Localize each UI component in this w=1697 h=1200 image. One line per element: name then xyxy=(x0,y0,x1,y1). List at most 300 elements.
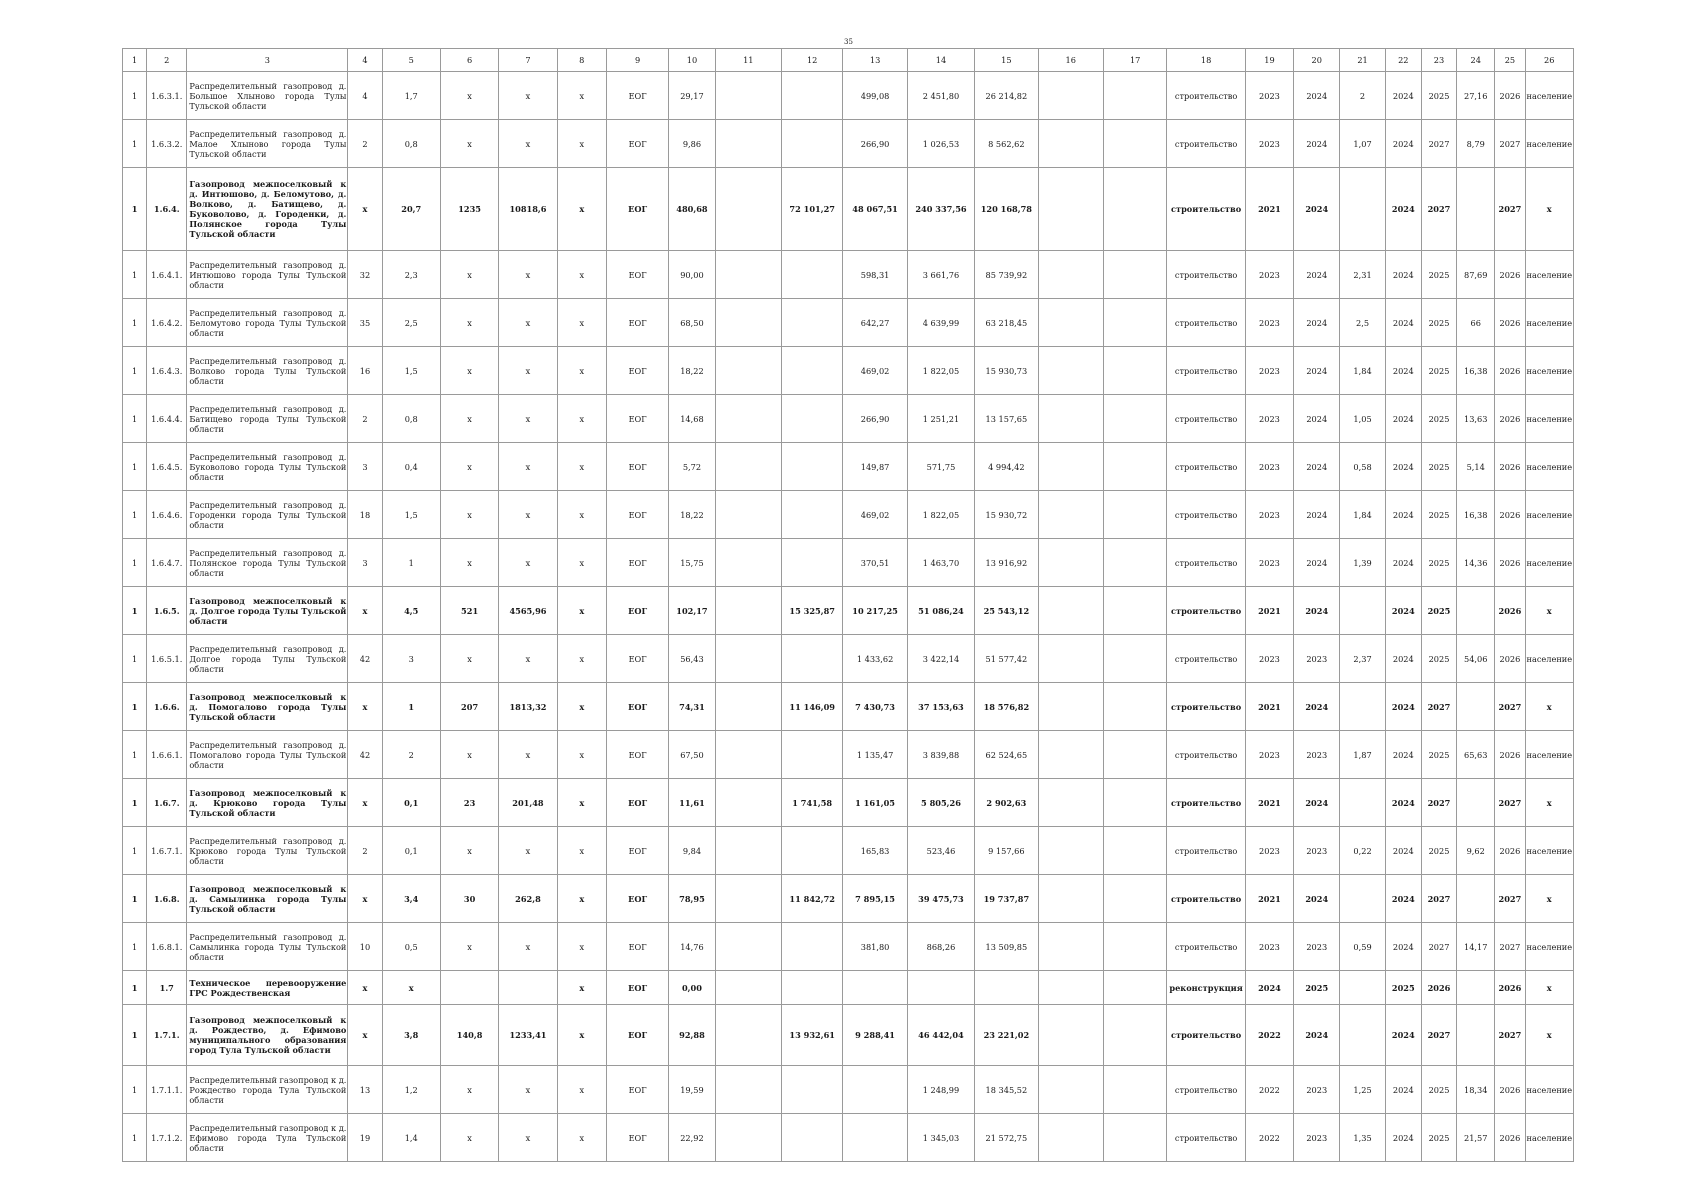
table-row-sub xyxy=(123,72,1574,120)
table-cell-col-26: население xyxy=(1525,539,1574,587)
table-cell-col-8: х xyxy=(557,443,606,491)
table-cell-col-6: х xyxy=(440,443,498,491)
table-cell-col-26: население xyxy=(1525,395,1574,443)
table-cell-col-18: реконструкция xyxy=(1167,971,1245,1005)
table-cell-col-23: 2025 xyxy=(1421,539,1456,587)
table-cell-col-4: х xyxy=(348,587,382,635)
table-cell-col-2: 1.6.3.1. xyxy=(147,72,187,120)
table-cell-col-16 xyxy=(1038,299,1103,347)
table-cell-col-22: 2024 xyxy=(1385,491,1421,539)
table-cell-col-1: 1 xyxy=(123,443,147,491)
table-cell-col-22: 2024 xyxy=(1385,251,1421,299)
table-cell-col-23: 2027 xyxy=(1421,779,1456,827)
table-cell-col-5: 2,3 xyxy=(382,251,440,299)
table-cell-col-21 xyxy=(1340,1005,1385,1066)
table-cell-col-2: 1.6.4.5. xyxy=(147,443,187,491)
table-cell-col-7: 4565,96 xyxy=(499,587,557,635)
table-cell-col-26: население xyxy=(1525,1114,1574,1162)
table-cell-col-26: население xyxy=(1525,120,1574,168)
table-cell-col-11 xyxy=(715,347,781,395)
table-cell-col-2: 1.6.8. xyxy=(147,875,187,923)
table-cell-col-21: 1,07 xyxy=(1340,120,1385,168)
table-cell-col-15: 26 214,82 xyxy=(975,72,1038,120)
table-cell-col-14: 3 661,76 xyxy=(907,251,974,299)
table-cell-col-24: 14,36 xyxy=(1457,539,1495,587)
table-cell-col-14: 523,46 xyxy=(907,827,974,875)
table-cell-col-22: 2024 xyxy=(1385,1066,1421,1114)
table-cell-col-7: х xyxy=(499,539,557,587)
table-cell-col-26: население xyxy=(1525,923,1574,971)
table-cell-col-1: 1 xyxy=(123,395,147,443)
table-cell-col-2: 1.6.7. xyxy=(147,779,187,827)
table-cell-col-5: 1 xyxy=(382,539,440,587)
table-cell-col-4: 18 xyxy=(348,491,382,539)
table-cell-col-17 xyxy=(1103,779,1166,827)
table-cell-col-24: 13,63 xyxy=(1457,395,1495,443)
table-cell-col-9: ЕОГ xyxy=(606,827,668,875)
table-cell-col-11 xyxy=(715,168,781,251)
table-cell-col-11 xyxy=(715,72,781,120)
table-cell-col-22: 2024 xyxy=(1385,587,1421,635)
table-cell-col-17 xyxy=(1103,443,1166,491)
table-cell-col-22: 2024 xyxy=(1385,299,1421,347)
table-cell-col-20: 2024 xyxy=(1294,347,1340,395)
table-cell-col-19: 2022 xyxy=(1245,1066,1293,1114)
table-cell-col-21: 1,25 xyxy=(1340,1066,1385,1114)
table-cell-col-6: 521 xyxy=(440,587,498,635)
column-header-21: 21 xyxy=(1340,49,1385,72)
table-cell-col-24 xyxy=(1457,875,1495,923)
column-header-7: 7 xyxy=(499,49,557,72)
table-cell-col-6: х xyxy=(440,731,498,779)
table-cell-col-3: Газопровод межпоселковый к д. Интюшово, д. Беломутово, д. Волково, д. Батищево, д. Буковолово, д. Городенки, д. Полянское города Тулы Тульской области xyxy=(187,168,348,251)
table-cell-col-17 xyxy=(1103,539,1166,587)
table-cell-col-19: 2023 xyxy=(1245,395,1293,443)
table-cell-col-6: 23 xyxy=(440,779,498,827)
table-cell-col-5: 0,5 xyxy=(382,923,440,971)
table-cell-col-15: 15 930,72 xyxy=(975,491,1038,539)
table-cell-col-14: 240 337,56 xyxy=(907,168,974,251)
table-cell-col-19: 2023 xyxy=(1245,299,1293,347)
table-cell-col-25: 2026 xyxy=(1495,1066,1525,1114)
table-cell-col-21: 1,84 xyxy=(1340,491,1385,539)
table-cell-col-9: ЕОГ xyxy=(606,1005,668,1066)
table-cell-col-2: 1.6.4.6. xyxy=(147,491,187,539)
table-cell-col-22: 2024 xyxy=(1385,539,1421,587)
table-cell-col-21: 2,31 xyxy=(1340,251,1385,299)
table-cell-col-26: население xyxy=(1525,491,1574,539)
table-cell-col-26: население xyxy=(1525,72,1574,120)
table-cell-col-6: х xyxy=(440,1114,498,1162)
table-cell-col-23: 2027 xyxy=(1421,168,1456,251)
table-cell-col-16 xyxy=(1038,1005,1103,1066)
header-row xyxy=(123,49,1574,72)
table-cell-col-5: 1 xyxy=(382,683,440,731)
table-row-sub xyxy=(123,635,1574,683)
table-cell-col-13: 469,02 xyxy=(843,491,907,539)
table-cell-col-24: 16,38 xyxy=(1457,347,1495,395)
table-cell-col-19: 2021 xyxy=(1245,168,1293,251)
table-cell-col-8: х xyxy=(557,1005,606,1066)
table-cell-col-11 xyxy=(715,923,781,971)
table-cell-col-1: 1 xyxy=(123,539,147,587)
table-cell-col-15: 62 524,65 xyxy=(975,731,1038,779)
table-cell-col-16 xyxy=(1038,251,1103,299)
table-cell-col-24 xyxy=(1457,168,1495,251)
table-cell-col-23: 2027 xyxy=(1421,683,1456,731)
table-cell-col-22: 2024 xyxy=(1385,827,1421,875)
table-cell-col-3: Техническое перевооружение ГРС Рождественская xyxy=(187,971,348,1005)
table-cell-col-20: 2024 xyxy=(1294,120,1340,168)
table-row-main xyxy=(123,168,1574,251)
table-cell-col-20: 2024 xyxy=(1294,587,1340,635)
table-cell-col-25: 2026 xyxy=(1495,491,1525,539)
table-cell-col-24: 16,38 xyxy=(1457,491,1495,539)
table-cell-col-3: Распределительный газопровод д. Буковолово города Тулы Тульской области xyxy=(187,443,348,491)
table-cell-col-1: 1 xyxy=(123,1005,147,1066)
table-cell-col-21: 1,84 xyxy=(1340,347,1385,395)
table-cell-col-18: строительство xyxy=(1167,923,1245,971)
table-cell-col-21: 0,58 xyxy=(1340,443,1385,491)
table-cell-col-25: 2026 xyxy=(1495,635,1525,683)
table-cell-col-25: 2027 xyxy=(1495,683,1525,731)
table-cell-col-25: 2026 xyxy=(1495,731,1525,779)
table-cell-col-21: 1,87 xyxy=(1340,731,1385,779)
table-cell-col-3: Газопровод межпоселковый к д. Крюково города Тулы Тульской области xyxy=(187,779,348,827)
table-cell-col-4: х xyxy=(348,779,382,827)
gas-pipeline-table xyxy=(122,48,1574,1162)
table-cell-col-14: 39 475,73 xyxy=(907,875,974,923)
table-cell-col-13 xyxy=(843,971,907,1005)
table-cell-col-24: 66 xyxy=(1457,299,1495,347)
table-cell-col-3: Распределительный газопровод д. Волково города Тулы Тульской области xyxy=(187,347,348,395)
table-cell-col-26: х xyxy=(1525,168,1574,251)
table-cell-col-24 xyxy=(1457,1005,1495,1066)
table-cell-col-16 xyxy=(1038,635,1103,683)
table-cell-col-8: х xyxy=(557,491,606,539)
column-header-1: 1 xyxy=(123,49,147,72)
table-cell-col-5: 0,1 xyxy=(382,779,440,827)
table-cell-col-10: 56,43 xyxy=(669,635,715,683)
table-cell-col-14: 1 463,70 xyxy=(907,539,974,587)
table-cell-col-10: 9,86 xyxy=(669,120,715,168)
table-cell-col-26: население xyxy=(1525,251,1574,299)
table-row-sub xyxy=(123,120,1574,168)
table-cell-col-7: 1233,41 xyxy=(499,1005,557,1066)
table-cell-col-9: ЕОГ xyxy=(606,971,668,1005)
table-cell-col-14: 2 451,80 xyxy=(907,72,974,120)
table-row-sub xyxy=(123,443,1574,491)
table-cell-col-11 xyxy=(715,587,781,635)
table-cell-col-25: 2027 xyxy=(1495,875,1525,923)
table-cell-col-20: 2025 xyxy=(1294,971,1340,1005)
table-cell-col-2: 1.6.4.4. xyxy=(147,395,187,443)
table-cell-col-22: 2024 xyxy=(1385,875,1421,923)
table-cell-col-16 xyxy=(1038,120,1103,168)
table-cell-col-21 xyxy=(1340,875,1385,923)
table-cell-col-24: 87,69 xyxy=(1457,251,1495,299)
table-cell-col-15: 85 739,92 xyxy=(975,251,1038,299)
table-cell-col-12 xyxy=(782,120,843,168)
table-cell-col-4: 42 xyxy=(348,731,382,779)
column-header-24: 24 xyxy=(1457,49,1495,72)
column-header-2: 2 xyxy=(147,49,187,72)
table-cell-col-4: 2 xyxy=(348,395,382,443)
table-cell-col-7: 201,48 xyxy=(499,779,557,827)
table-cell-col-18: строительство xyxy=(1167,120,1245,168)
table-cell-col-5: 1,5 xyxy=(382,347,440,395)
table-cell-col-24 xyxy=(1457,971,1495,1005)
column-header-10: 10 xyxy=(669,49,715,72)
table-cell-col-18: строительство xyxy=(1167,1005,1245,1066)
table-cell-col-5: 2,5 xyxy=(382,299,440,347)
table-cell-col-4: х xyxy=(348,971,382,1005)
table-cell-col-18: строительство xyxy=(1167,491,1245,539)
table-cell-col-11 xyxy=(715,635,781,683)
table-cell-col-16 xyxy=(1038,539,1103,587)
table-cell-col-1: 1 xyxy=(123,779,147,827)
table-cell-col-21 xyxy=(1340,779,1385,827)
table-cell-col-23: 2027 xyxy=(1421,875,1456,923)
table-cell-col-8: х xyxy=(557,731,606,779)
table-cell-col-25: 2027 xyxy=(1495,1005,1525,1066)
table-cell-col-15: 13 157,65 xyxy=(975,395,1038,443)
table-cell-col-3: Распределительный газопровод д. Долгое города Тулы Тульской области xyxy=(187,635,348,683)
table-cell-col-14: 37 153,63 xyxy=(907,683,974,731)
table-cell-col-1: 1 xyxy=(123,683,147,731)
table-cell-col-6: х xyxy=(440,72,498,120)
table-cell-col-24: 9,62 xyxy=(1457,827,1495,875)
table-cell-col-22: 2024 xyxy=(1385,395,1421,443)
table-cell-col-9: ЕОГ xyxy=(606,299,668,347)
table-cell-col-3: Распределительный газопровод д. Крюково города Тулы Тульской области xyxy=(187,827,348,875)
table-cell-col-6 xyxy=(440,971,498,1005)
table-cell-col-22: 2024 xyxy=(1385,120,1421,168)
table-cell-col-19: 2023 xyxy=(1245,731,1293,779)
table-cell-col-12 xyxy=(782,72,843,120)
table-cell-col-9: ЕОГ xyxy=(606,587,668,635)
table-cell-col-24: 65,63 xyxy=(1457,731,1495,779)
table-row-main xyxy=(123,683,1574,731)
table-cell-col-10: 102,17 xyxy=(669,587,715,635)
column-header-8: 8 xyxy=(557,49,606,72)
table-cell-col-1: 1 xyxy=(123,168,147,251)
table-cell-col-18: строительство xyxy=(1167,1114,1245,1162)
table-cell-col-12 xyxy=(782,1114,843,1162)
table-cell-col-17 xyxy=(1103,491,1166,539)
table-cell-col-21 xyxy=(1340,971,1385,1005)
table-cell-col-16 xyxy=(1038,827,1103,875)
table-cell-col-11 xyxy=(715,1114,781,1162)
table-cell-col-25: 2026 xyxy=(1495,251,1525,299)
table-cell-col-20: 2024 xyxy=(1294,168,1340,251)
table-cell-col-16 xyxy=(1038,971,1103,1005)
table-cell-col-22: 2024 xyxy=(1385,779,1421,827)
table-cell-col-4: 2 xyxy=(348,120,382,168)
table-cell-col-8: х xyxy=(557,299,606,347)
table-cell-col-24: 54,06 xyxy=(1457,635,1495,683)
table-cell-col-13: 266,90 xyxy=(843,120,907,168)
table-cell-col-1: 1 xyxy=(123,971,147,1005)
table-cell-col-2: 1.6.8.1. xyxy=(147,923,187,971)
table-cell-col-10: 90,00 xyxy=(669,251,715,299)
table-cell-col-17 xyxy=(1103,120,1166,168)
table-cell-col-2: 1.7.1.2. xyxy=(147,1114,187,1162)
table-cell-col-11 xyxy=(715,683,781,731)
table-cell-col-2: 1.6.5.1. xyxy=(147,635,187,683)
table-cell-col-17 xyxy=(1103,971,1166,1005)
table-cell-col-15: 19 737,87 xyxy=(975,875,1038,923)
table-row-sub xyxy=(123,491,1574,539)
table-cell-col-14: 3 422,14 xyxy=(907,635,974,683)
table-cell-col-10: 14,68 xyxy=(669,395,715,443)
table-cell-col-25: 2026 xyxy=(1495,347,1525,395)
table-cell-col-14: 1 026,53 xyxy=(907,120,974,168)
table-cell-col-9: ЕОГ xyxy=(606,779,668,827)
table-cell-col-6: х xyxy=(440,635,498,683)
table-cell-col-7: 10818,6 xyxy=(499,168,557,251)
table-cell-col-24: 27,16 xyxy=(1457,72,1495,120)
table-cell-col-10: 78,95 xyxy=(669,875,715,923)
column-header-5: 5 xyxy=(382,49,440,72)
table-cell-col-10: 15,75 xyxy=(669,539,715,587)
table-cell-col-20: 2024 xyxy=(1294,683,1340,731)
table-cell-col-21 xyxy=(1340,168,1385,251)
table-cell-col-18: строительство xyxy=(1167,635,1245,683)
table-cell-col-10: 22,92 xyxy=(669,1114,715,1162)
table-cell-col-4: 10 xyxy=(348,923,382,971)
table-cell-col-19: 2024 xyxy=(1245,971,1293,1005)
table-cell-col-5: 0,8 xyxy=(382,395,440,443)
table-cell-col-2: 1.6.5. xyxy=(147,587,187,635)
table-cell-col-23: 2025 xyxy=(1421,491,1456,539)
table-cell-col-13: 48 067,51 xyxy=(843,168,907,251)
table-cell-col-17 xyxy=(1103,587,1166,635)
table-cell-col-10: 14,76 xyxy=(669,923,715,971)
table-cell-col-13: 1 135,47 xyxy=(843,731,907,779)
table-row-sub xyxy=(123,539,1574,587)
table-cell-col-24: 14,17 xyxy=(1457,923,1495,971)
table-cell-col-17 xyxy=(1103,827,1166,875)
table-cell-col-9: ЕОГ xyxy=(606,683,668,731)
table-row-sub xyxy=(123,827,1574,875)
table-cell-col-17 xyxy=(1103,731,1166,779)
table-cell-col-17 xyxy=(1103,347,1166,395)
table-cell-col-21: 1,39 xyxy=(1340,539,1385,587)
table-cell-col-8: х xyxy=(557,539,606,587)
table-cell-col-4: 35 xyxy=(348,299,382,347)
table-cell-col-18: строительство xyxy=(1167,539,1245,587)
table-cell-col-16 xyxy=(1038,923,1103,971)
table-cell-col-25: 2027 xyxy=(1495,168,1525,251)
table-cell-col-26: х xyxy=(1525,587,1574,635)
table-cell-col-15: 25 543,12 xyxy=(975,587,1038,635)
table-cell-col-8: х xyxy=(557,635,606,683)
table-cell-col-7: х xyxy=(499,72,557,120)
table-cell-col-17 xyxy=(1103,875,1166,923)
table-cell-col-11 xyxy=(715,395,781,443)
table-cell-col-21: 2,37 xyxy=(1340,635,1385,683)
table-cell-col-17 xyxy=(1103,72,1166,120)
table-cell-col-9: ЕОГ xyxy=(606,491,668,539)
table-cell-col-7: х xyxy=(499,395,557,443)
table-cell-col-15: 15 930,73 xyxy=(975,347,1038,395)
column-header-4: 4 xyxy=(348,49,382,72)
table-cell-col-2: 1.6.6. xyxy=(147,683,187,731)
table-cell-col-19: 2021 xyxy=(1245,587,1293,635)
table-cell-col-18: строительство xyxy=(1167,395,1245,443)
table-cell-col-13: 469,02 xyxy=(843,347,907,395)
table-cell-col-19: 2023 xyxy=(1245,539,1293,587)
table-cell-col-11 xyxy=(715,779,781,827)
table-cell-col-4: 19 xyxy=(348,1114,382,1162)
table-cell-col-22: 2024 xyxy=(1385,443,1421,491)
table-cell-col-5: 4,5 xyxy=(382,587,440,635)
table-cell-col-16 xyxy=(1038,72,1103,120)
table-cell-col-12 xyxy=(782,1066,843,1114)
table-cell-col-5: 0,4 xyxy=(382,443,440,491)
table-cell-col-4: 3 xyxy=(348,443,382,491)
table-cell-col-23: 2025 xyxy=(1421,395,1456,443)
table-cell-col-18: строительство xyxy=(1167,827,1245,875)
table-cell-col-6: 1235 xyxy=(440,168,498,251)
table-cell-col-9: ЕОГ xyxy=(606,347,668,395)
table-cell-col-7: х xyxy=(499,347,557,395)
table-cell-col-9: ЕОГ xyxy=(606,923,668,971)
table-cell-col-25: 2026 xyxy=(1495,587,1525,635)
table-cell-col-21: 1,35 xyxy=(1340,1114,1385,1162)
table-cell-col-26: население xyxy=(1525,347,1574,395)
table-cell-col-16 xyxy=(1038,347,1103,395)
table-cell-col-9: ЕОГ xyxy=(606,120,668,168)
table-cell-col-19: 2021 xyxy=(1245,683,1293,731)
table-cell-col-9: ЕОГ xyxy=(606,251,668,299)
table-cell-col-15: 21 572,75 xyxy=(975,1114,1038,1162)
table-cell-col-26: х xyxy=(1525,1005,1574,1066)
table-cell-col-16 xyxy=(1038,683,1103,731)
table-cell-col-19: 2023 xyxy=(1245,120,1293,168)
table-cell-col-3: Газопровод межпоселковый к д. Рождество, д. Ефимово муниципального образования город Тула Тульской области xyxy=(187,1005,348,1066)
table-row-sub xyxy=(123,251,1574,299)
table-cell-col-4: 2 xyxy=(348,827,382,875)
table-cell-col-22: 2024 xyxy=(1385,347,1421,395)
column-header-14: 14 xyxy=(907,49,974,72)
table-cell-col-4: х xyxy=(348,168,382,251)
table-cell-col-17 xyxy=(1103,683,1166,731)
table-cell-col-9: ЕОГ xyxy=(606,1066,668,1114)
table-cell-col-15: 120 168,78 xyxy=(975,168,1038,251)
table-cell-col-8: х xyxy=(557,587,606,635)
table-cell-col-17 xyxy=(1103,1114,1166,1162)
table-cell-col-26: население xyxy=(1525,635,1574,683)
table-cell-col-16 xyxy=(1038,875,1103,923)
table-cell-col-9: ЕОГ xyxy=(606,539,668,587)
table-cell-col-7: х xyxy=(499,1066,557,1114)
table-cell-col-10: 74,31 xyxy=(669,683,715,731)
table-cell-col-19: 2022 xyxy=(1245,1114,1293,1162)
table-cell-col-16 xyxy=(1038,779,1103,827)
table-cell-col-13: 149,87 xyxy=(843,443,907,491)
table-cell-col-26: х xyxy=(1525,971,1574,1005)
table-cell-col-2: 1.6.3.2. xyxy=(147,120,187,168)
table-cell-col-1: 1 xyxy=(123,251,147,299)
table-cell-col-11 xyxy=(715,299,781,347)
table-cell-col-9: ЕОГ xyxy=(606,875,668,923)
column-header-12: 12 xyxy=(782,49,843,72)
table-cell-col-20: 2024 xyxy=(1294,395,1340,443)
table-cell-col-8: х xyxy=(557,120,606,168)
table-cell-col-14: 1 822,05 xyxy=(907,491,974,539)
